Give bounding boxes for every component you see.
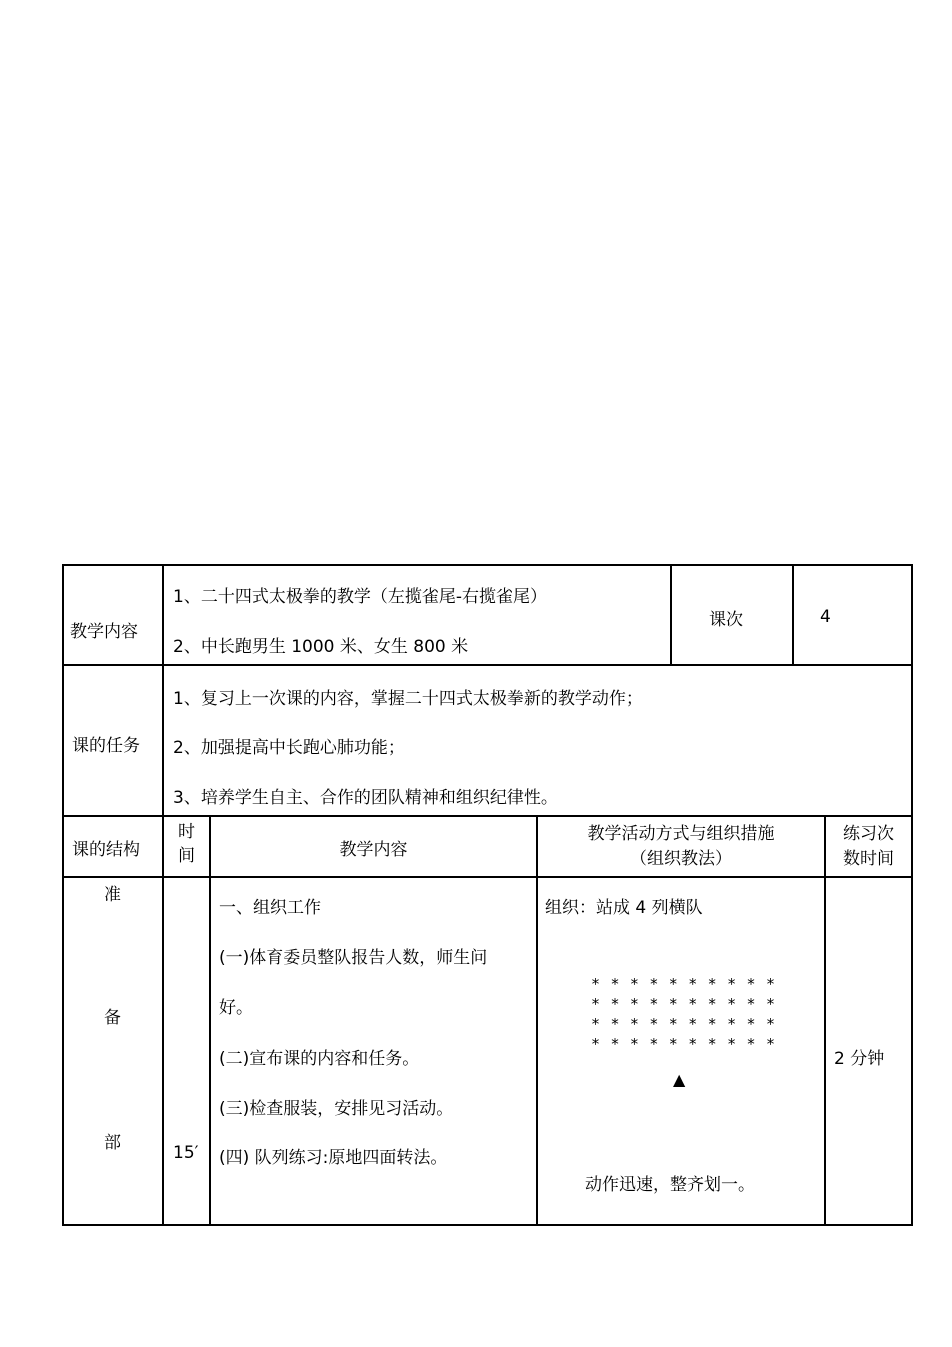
teacher-marker: ▲ [673, 1070, 686, 1089]
student-marker: * [630, 975, 639, 993]
formation-row [588, 1034, 778, 1054]
student-marker: * [669, 1015, 677, 1033]
teaching-content-line-2: 2、中长跑男生 1000 米、女生 800 米 [173, 637, 469, 657]
student-marker: * [688, 1015, 697, 1033]
formation-row [588, 994, 778, 1014]
student-marker: * [611, 1035, 619, 1053]
student-marker: * [630, 995, 639, 1013]
header-structure: 课的结构 [72, 840, 140, 860]
organization-text: 组织：站成 4 列横队 [545, 898, 703, 918]
student-marker: * [747, 1035, 755, 1053]
student-marker: * [727, 1015, 736, 1033]
student-marker: * [747, 975, 755, 993]
prep-item-4: (三)检查服装，安排见习活动。 [219, 1099, 454, 1119]
student-marker: * [591, 1015, 600, 1033]
formation-grid [588, 974, 778, 1054]
prep-item-5: (四) 队列练习:原地四面转法。 [219, 1148, 448, 1168]
lesson-task-1: 1、复习上一次课的内容，掌握二十四式太极拳新的教学动作； [173, 689, 643, 709]
formation-row [588, 974, 778, 994]
student-marker: * [650, 995, 658, 1013]
student-marker: * [688, 995, 697, 1013]
student-marker: * [766, 995, 775, 1013]
student-marker: * [766, 975, 775, 993]
student-marker: * [688, 975, 697, 993]
student-marker: * [727, 995, 736, 1013]
prep-item-2a: (一)体育委员整队报告人数，师生问 [219, 948, 488, 968]
teaching-content-label: 教学内容 [70, 622, 138, 642]
teaching-content-line-1: 1、二十四式太极拳的教学（左揽雀尾-右揽雀尾） [173, 587, 547, 607]
student-marker: * [708, 975, 716, 993]
header-practice-line-1: 练习次 [843, 824, 894, 844]
header-activity-line-1: 教学活动方式与组织措施 [587, 824, 775, 844]
student-marker: * [650, 1015, 658, 1033]
student-marker: * [688, 1035, 697, 1053]
section-char-bu: 部 [104, 1133, 121, 1153]
student-marker: * [591, 995, 600, 1013]
header-practice-line-2: 数时间 [843, 849, 894, 869]
student-marker: * [591, 1035, 600, 1053]
student-marker: * [669, 995, 677, 1013]
lesson-task-3: 3、培养学生自主、合作的团队精神和组织纪律性。 [173, 788, 558, 808]
student-marker: * [630, 1035, 639, 1053]
student-marker: * [708, 1015, 716, 1033]
formation-row [588, 1014, 778, 1034]
student-marker: * [708, 1035, 716, 1053]
lesson-number-value: 4 [820, 607, 831, 627]
student-marker: * [708, 995, 716, 1013]
prep-item-3: (二)宣布课的内容和任务。 [219, 1049, 420, 1069]
student-marker: * [591, 975, 600, 993]
student-marker: * [747, 995, 755, 1013]
student-marker: * [766, 1015, 775, 1033]
lesson-tasks-label: 课的任务 [72, 736, 140, 756]
section-char-bei: 备 [104, 1008, 121, 1028]
prep-item-1: 一、组织工作 [219, 898, 321, 918]
student-marker: * [727, 975, 736, 993]
prep-item-2b: 好。 [219, 998, 253, 1018]
section-char-zhun: 准 [104, 885, 121, 905]
student-marker: * [650, 1035, 658, 1053]
student-marker: * [630, 1015, 639, 1033]
prep-time: 15′ [173, 1143, 199, 1163]
student-marker: * [611, 975, 619, 993]
lesson-number-label: 课次 [709, 610, 743, 630]
student-marker: * [669, 1035, 677, 1053]
student-marker: * [650, 975, 658, 993]
student-marker: * [727, 1035, 736, 1053]
practice-time: 2 分钟 [834, 1049, 885, 1069]
header-content: 教学内容 [339, 840, 408, 860]
header-activity-line-2: （组织教法） [630, 849, 732, 869]
header-time-line-2: 间 [178, 846, 195, 866]
header-time [164, 820, 209, 868]
student-marker: * [611, 1015, 619, 1033]
student-marker: * [766, 1035, 775, 1053]
student-marker: * [669, 975, 677, 993]
lesson-task-2: 2、加强提高中长跑心肺功能； [173, 738, 405, 758]
student-marker: * [611, 995, 619, 1013]
header-practice [826, 822, 911, 872]
requirement-text: 动作迅速，整齐划一。 [585, 1175, 755, 1195]
student-marker: * [747, 1015, 755, 1033]
header-time-line-1: 时 [178, 822, 195, 842]
header-activity [538, 822, 824, 872]
